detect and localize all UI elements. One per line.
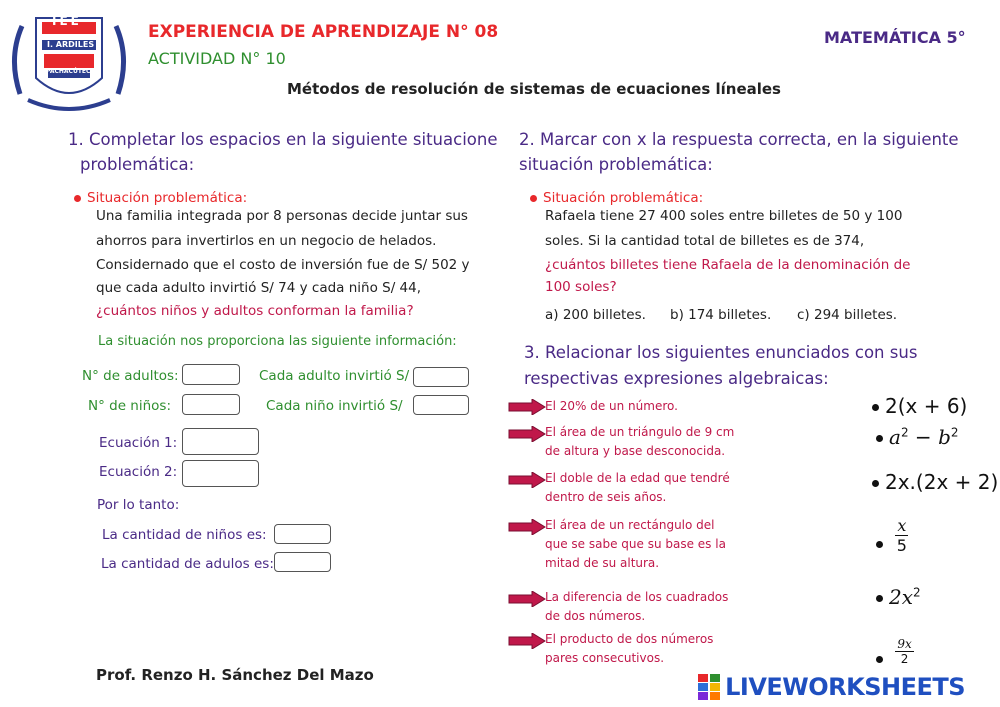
expression-6[interactable] bbox=[876, 637, 914, 666]
statement-2: El área de un triángulo de 9 cm de altura y base desconocida. bbox=[545, 425, 735, 458]
eq2-label: Ecuación 2: bbox=[99, 464, 178, 480]
expr2-base1: a bbox=[889, 425, 901, 449]
adults-count-label: La cantidad de adulos es: bbox=[101, 556, 274, 572]
section1-text-3: Considernado que el costo de inversión fue de S/ 502 y bbox=[96, 257, 470, 273]
section3-heading-cont: respectivas expresiones algebraicas: bbox=[524, 369, 829, 388]
expression-1-text: 2(x + 6) bbox=[885, 394, 968, 418]
expression-2[interactable] bbox=[876, 425, 959, 449]
section1-text-4: que cada adulto invirtió S/ 74 y cada niño S/ 44, bbox=[96, 280, 422, 296]
section2-text-1: Rafaela tiene 27 400 soles entre billetes de 50 y 100 bbox=[545, 208, 903, 224]
kids-count-label: La cantidad de niños es: bbox=[102, 527, 267, 543]
expr2-exp2: 2 bbox=[950, 425, 959, 440]
section2-question-2: 100 soles? bbox=[545, 279, 617, 295]
adults-input[interactable] bbox=[182, 364, 240, 385]
section2-heading-cont: situación problemática: bbox=[519, 155, 713, 174]
bullet-icon bbox=[876, 435, 883, 442]
bullet-icon bbox=[872, 404, 879, 411]
arrow-icon[interactable] bbox=[508, 519, 546, 535]
section1-text-2: ahorros para invertirlos en un negocio de helados. bbox=[96, 233, 437, 249]
liveworksheets-logo[interactable] bbox=[698, 673, 965, 701]
adult-invest-label: Cada adulto invirtió S/ bbox=[259, 368, 410, 384]
bullet-icon bbox=[876, 541, 883, 548]
expr6-denominator: 2 bbox=[900, 652, 909, 666]
teacher-name: Prof. Renzo H. Sánchez Del Mazo bbox=[96, 666, 374, 684]
eq1-label: Ecuación 1: bbox=[99, 435, 178, 451]
kids-label: N° de niños: bbox=[88, 398, 172, 414]
expr5-exp: 2 bbox=[913, 585, 921, 600]
logo-text-name: I. ARDILES bbox=[47, 40, 95, 49]
section2-text-2: soles. Si la cantidad total de billetes es de 374, bbox=[545, 233, 865, 249]
statement-5: La diferencia de los cuadrados de dos números. bbox=[545, 590, 729, 623]
section2-question-1: ¿cuántos billetes tiene Rafaela de la denominación de bbox=[545, 257, 911, 273]
section1-heading: 1. Completar los espacios en la siguiente situacione bbox=[68, 130, 498, 149]
kid-invest-input[interactable] bbox=[413, 395, 469, 415]
experience-title: EXPERIENCIA DE APRENDIZAJE N° 08 bbox=[148, 22, 499, 42]
subject-title: MATEMÁTICA 5° bbox=[824, 28, 966, 47]
liveworksheets-text: LIVEWORKSHEETS bbox=[725, 673, 966, 701]
situation-label-text: Situación problemática: bbox=[87, 190, 248, 206]
expr2-exp1: 2 bbox=[900, 425, 909, 440]
arrow-icon[interactable] bbox=[508, 591, 546, 607]
expr2-minus: − bbox=[908, 425, 939, 449]
section1-text-1: Una familia integrada por 8 personas decide juntar sus bbox=[96, 208, 468, 224]
bullet-icon bbox=[876, 656, 883, 663]
arrow-icon[interactable] bbox=[508, 399, 546, 415]
section2-situation-label bbox=[530, 190, 703, 206]
statement-3: El doble de la edad que tendré dentro de seis años. bbox=[545, 471, 730, 504]
therefore-label: Por lo tanto: bbox=[97, 497, 180, 513]
expr4-numerator: x bbox=[897, 516, 907, 535]
expression-3[interactable] bbox=[872, 470, 998, 494]
expression-3-text: 2x.(2x + 2) bbox=[885, 470, 999, 494]
info-intro: La situación nos proporciona las siguiente información: bbox=[98, 334, 457, 349]
activity-title: ACTIVIDAD N° 10 bbox=[148, 49, 286, 68]
expression-1[interactable] bbox=[872, 394, 967, 418]
statement-1: El 20% de un número. bbox=[545, 399, 678, 413]
bullet-icon bbox=[876, 595, 883, 602]
situation-label-text: Situación problemática: bbox=[543, 190, 704, 206]
adults-label: N° de adultos: bbox=[82, 368, 179, 384]
section1-question: ¿cuántos niños y adultos conforman la familia? bbox=[96, 303, 414, 319]
statement-4: El área de un rectángulo del que se sabe que su base es la mitad de su altura. bbox=[545, 518, 726, 570]
logo-text-city: PACHACÚTEC bbox=[46, 68, 91, 75]
bullet-icon bbox=[74, 195, 81, 202]
adult-invest-input[interactable] bbox=[413, 367, 469, 387]
kid-invest-label: Cada niño invirtió S/ bbox=[266, 398, 403, 414]
expression-4[interactable] bbox=[876, 516, 908, 555]
section3-heading: 3. Relacionar los siguientes enunciados con sus bbox=[524, 343, 918, 362]
expr2-base2: b bbox=[938, 425, 951, 449]
expr6-numerator: 9x bbox=[897, 637, 912, 651]
kids-input[interactable] bbox=[182, 394, 240, 415]
adults-count-input[interactable] bbox=[274, 552, 331, 572]
option-c[interactable]: c) 294 billetes. bbox=[797, 307, 898, 323]
option-a[interactable]: a) 200 billetes. bbox=[545, 307, 646, 323]
page-title: Métodos de resolución de sistemas de ecuaciones líneales bbox=[287, 80, 781, 98]
arrow-icon[interactable] bbox=[508, 472, 546, 488]
eq2-input[interactable] bbox=[182, 460, 259, 487]
statement-6: El producto de dos números pares consecutivos. bbox=[545, 632, 714, 665]
bullet-icon bbox=[872, 480, 879, 487]
section2-heading: 2. Marcar con x la respuesta correcta, en la siguiente bbox=[519, 130, 959, 149]
expr4-denominator: 5 bbox=[896, 536, 907, 555]
arrow-icon[interactable] bbox=[508, 426, 546, 442]
logo-text-iee: IEE bbox=[52, 14, 82, 28]
section1-heading-cont: problemática: bbox=[80, 155, 195, 174]
bullet-icon bbox=[530, 195, 537, 202]
option-b[interactable]: b) 174 billetes. bbox=[670, 307, 772, 323]
expression-5[interactable] bbox=[876, 585, 921, 609]
arrow-icon[interactable] bbox=[508, 633, 546, 649]
eq1-input[interactable] bbox=[182, 428, 259, 455]
section1-situation-label bbox=[74, 190, 247, 206]
expr5-base: 2x bbox=[889, 585, 914, 609]
liveworksheets-icon bbox=[698, 674, 720, 700]
kids-count-input[interactable] bbox=[274, 524, 331, 544]
